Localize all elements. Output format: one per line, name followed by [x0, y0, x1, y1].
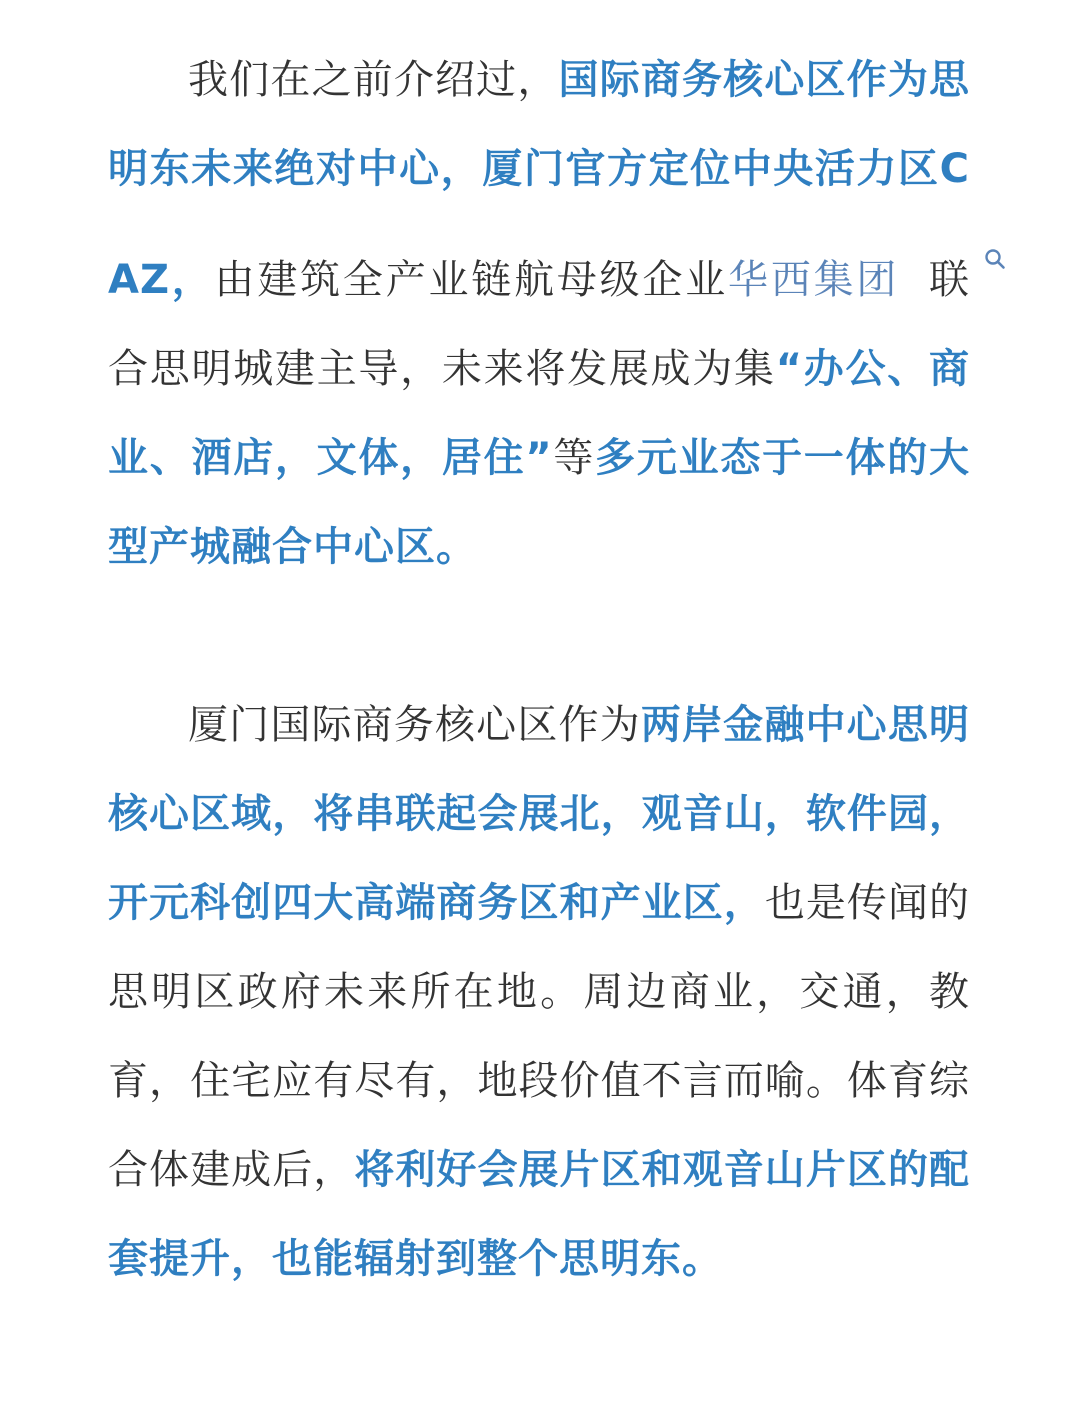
text-segment: 联合思明城建主导，未来将发展成为集 — [108, 257, 971, 392]
paragraph-2 — [108, 681, 970, 1304]
article-body — [108, 36, 970, 1304]
text-segment: 等 — [552, 435, 596, 481]
entity-link-huaxi-group[interactable]: 华西集团 — [728, 257, 900, 303]
text-segment: 也是传闻的思明区政府未来所在地。周边商业，交通，教育，住宅应有尽有，地段价值不言而喻。体育综合体建成后， — [108, 880, 971, 1193]
highlight-text: 将利好会展片区和观音山片区的配套提升，也能辐射到整个思明东。 — [108, 1147, 971, 1282]
text-segment: 厦门国际商务核心区作为 — [188, 702, 641, 748]
text-segment: 我们在之前介绍过， — [188, 57, 559, 103]
highlight-text: 两岸金融中心思明核心区域，将串联起会展北，观音山，软件园，开元科创四大高端商务区和产业区， — [108, 702, 971, 926]
text-segment: 由建筑全产业链航母级企业 — [214, 257, 729, 303]
highlight-text: 多元业态于一体的大型产城融合中心区。 — [108, 435, 971, 570]
highlight-text: “办公、商业、酒店，文体，居住” — [108, 346, 970, 481]
search-icon[interactable] — [903, 214, 927, 238]
highlight-text: 国际商务核心区作为思明东未来绝对中心，厦门官方定位中央活力区CAZ， — [108, 57, 970, 303]
paragraph-1 — [108, 36, 970, 592]
